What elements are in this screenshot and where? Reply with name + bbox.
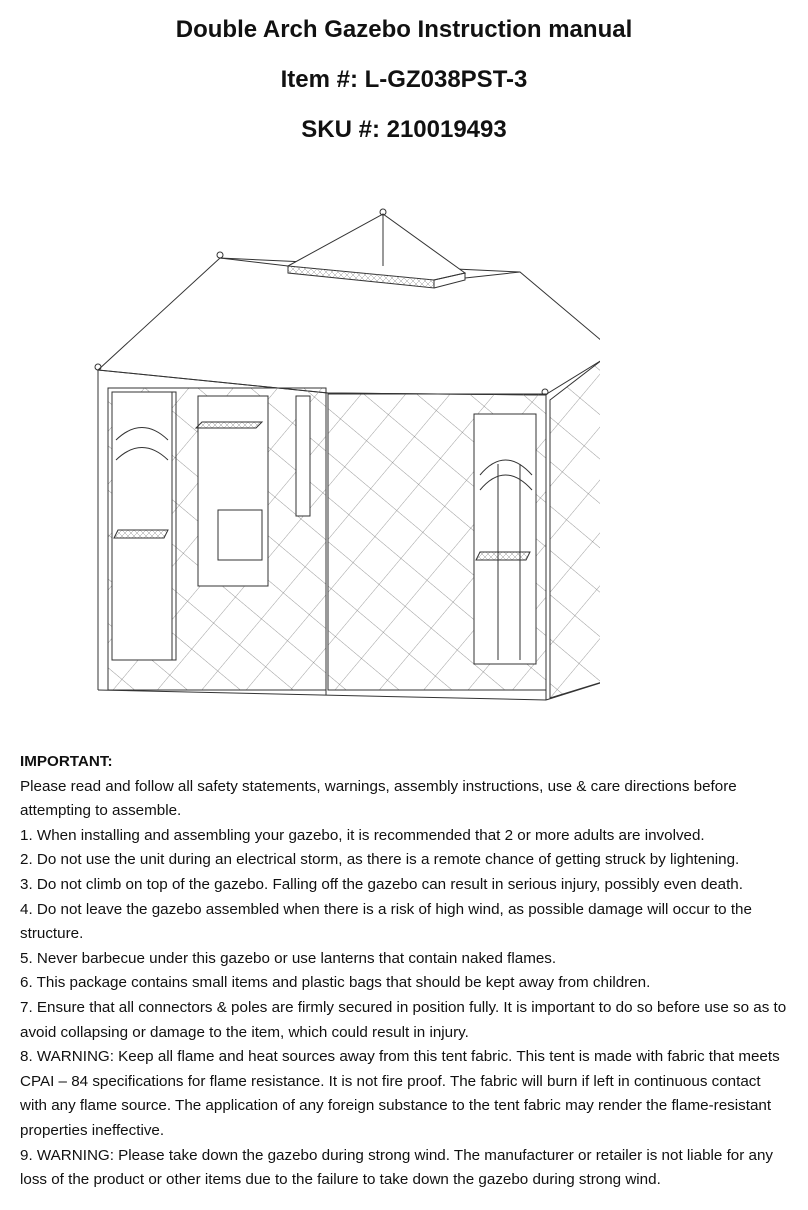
gazebo-illustration	[80, 200, 600, 730]
safety-item-8: 8. WARNING: Keep all flame and heat sources away from this tent fabric. This tent is made with fabric that meets CPAI – 84 specifications for flame resistance. It is not fire proof. The fabric will burn if left in continuous contact with any flame source. The application of any foreign substance to the tent fabric may render the flame-resistant properties ineffective.	[20, 1048, 780, 1139]
important-notes	[20, 750, 790, 1193]
safety-item-9: 9. WARNING: Please take down the gazebo during strong wind. The manufacturer or retailer is not liable for any loss of the product or other items due to the failure to take down the gazebo during strong wind.	[20, 1146, 774, 1189]
safety-item-3: 3. Do not climb on top of the gazebo. Falling off the gazebo can result in serious injury, possibly even death.	[20, 875, 743, 893]
item-number: Item #: L-GZ038PST-3	[280, 66, 528, 93]
safety-item-4: 4. Do not leave the gazebo assembled when there is a risk of high wind, as possible damage will occur to the structure.	[20, 900, 752, 943]
safety-item-6: 6. This package contains small items and plastic bags that should be kept away from children.	[20, 974, 651, 992]
safety-item-7: 7. Ensure that all connectors & poles are firmly secured in position fully. It is important to do so before use so as to avoid collapsing or damage to the item, which could result in injury.	[20, 998, 787, 1041]
safety-item-1: 1. When installing and assembling your gazebo, it is recommended that 2 or more adults are involved.	[20, 826, 705, 844]
important-heading: IMPORTANT:	[20, 753, 113, 770]
safety-item-2: 2. Do not use the unit during an electrical storm, as there is a remote chance of getting struck by lightening.	[20, 851, 740, 869]
important-intro: Please read and follow all safety statements, warnings, assembly instructions, use & care directions before attempting to assemble.	[20, 777, 737, 820]
manual-title: Double Arch Gazebo Instruction manual	[175, 16, 633, 43]
safety-item-5: 5. Never barbecue under this gazebo or use lanterns that contain naked flames.	[20, 949, 557, 967]
sku-number: SKU #: 210019493	[301, 116, 507, 143]
